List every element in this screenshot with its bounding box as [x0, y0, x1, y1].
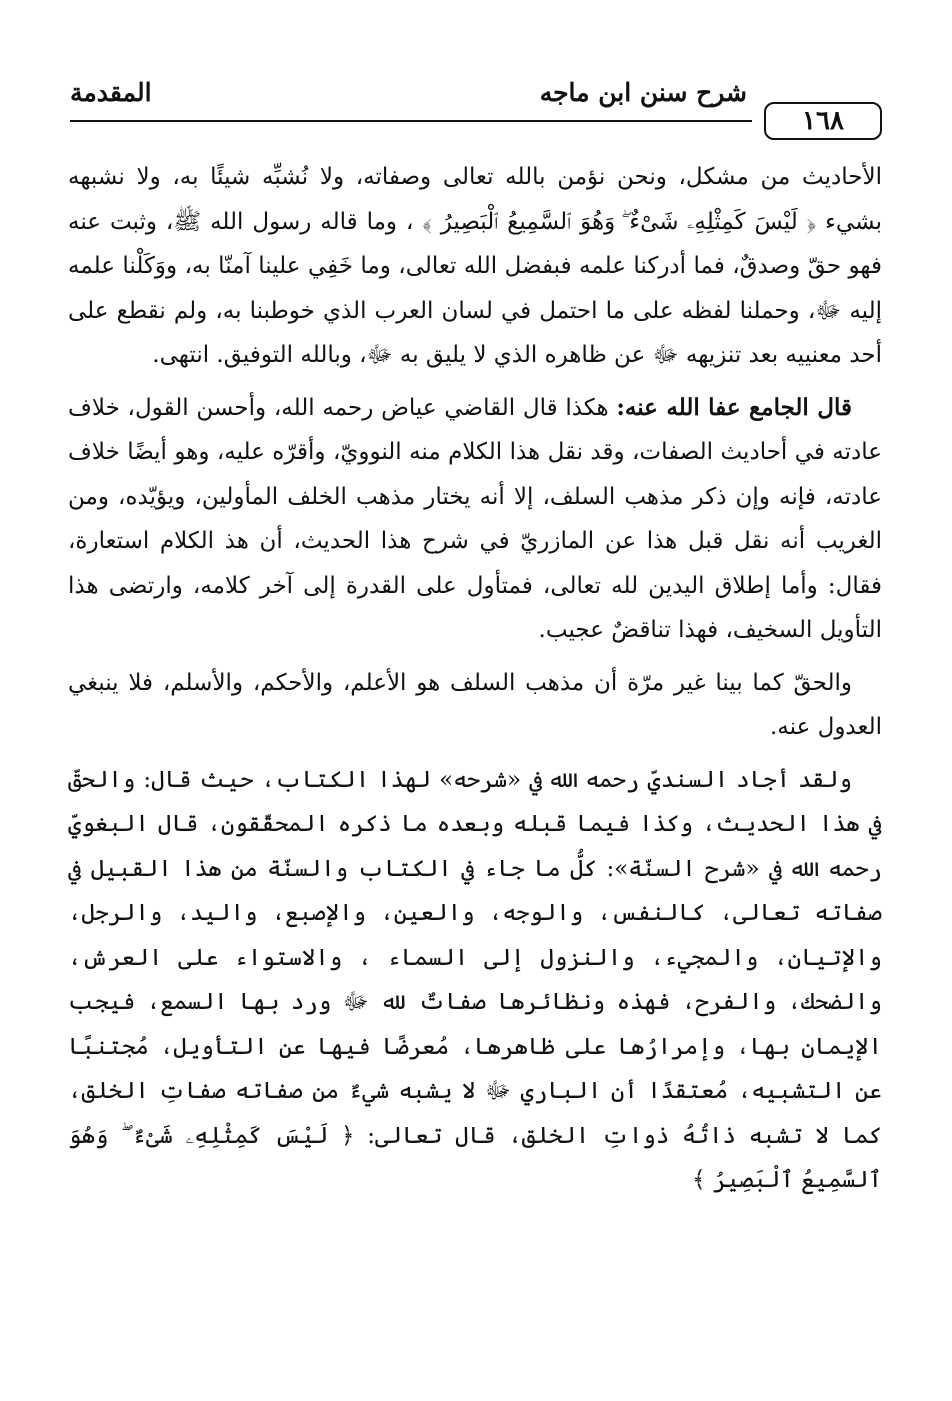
header-rule	[70, 120, 752, 122]
page-number: ١٦٨	[764, 102, 882, 140]
paragraph-lead: قال الجامع عفا الله عنه:	[616, 393, 852, 421]
paragraph-text: ولقد أجاد السنديّ رحمه الله في «شرحه» لهذا الكتاب، حيث قال: والحقّ في هذا الحديث، وكذا فيما قبله وبعده ما ذكره المحقّقون، قال البغويّ رحمه الله في «شرح السنّة»: كلُّ ما جاء في الكتاب والسنّة من هذا القبيل في صفاته تعالى، كالنفس، والوجه، والعين، والإصبع، واليد، والرجل، والإتيان، والمجيء، والنزول إلى السماء ، والاستواء على العرش، والضحك، والفرح، فهذه ونظائرها صفاتٌ لله ﷻ ورد بها السمع، فيجب الإيمان بها، وإمرارُها على ظاهرها، مُعرضًا فيها عن التأويل، مُجتنبًا عن التشبيه، مُعتقدًا أن الباري ﷻ لا يشبه شيءٌ من صفاته صفاتِ الخلق، كما لا تشبه ذاتُهُ ذواتِ الخلق، قال تعالى: ﴿ لَيْسَ كَمِثْلِهِۦ شَىْءٌ ۖ وَهُوَ ٱلسَّمِيعُ ٱلْبَصِيرُ ﴾	[68, 766, 882, 1193]
paragraph-1	[68, 155, 882, 378]
paragraph-4	[68, 758, 882, 1203]
paragraph-text: والحقّ كما بينا غير مرّة أن مذهب السلف هو الأعلم، والأحكم، والأسلم، فلا ينبغي العدول عنه.	[68, 669, 882, 740]
page-body	[68, 155, 882, 1211]
book-title: شرح سنن ابن ماجه	[539, 78, 747, 107]
paragraph-text: الأحاديث من مشكل، ونحن نؤمن بالله تعالى وصفاته، ولا نُشبِّه شيئًا به، ولا نشبهه بشيء ﴿ لَيْسَ كَمِثْلِهِۦ شَىْءٌ ۖ وَهُوَ ٱلسَّمِيعُ ٱلْبَصِيرُ ﴾ ، وما قاله رسول الله ﷺ، وثبت عنه فهو حقّ وصدقٌ، فما أدركنا علمه فبفضل الله تعالى، وما خَفِي علينا آمنّا به، ووَكَلْنا علمه إليه ﷻ، وحملنا لفظه على ما احتمل في لسان العرب الذي خوطبنا به، ولم نقطع على أحد معنييه بعد تنزيهه ﷻ عن ظاهره الذي لا يليق به ﷻ، وبالله التوفيق. انتهى.	[68, 164, 882, 368]
paragraph-3	[68, 661, 882, 750]
paragraph-text: هكذا قال القاضي عياض رحمه الله، وأحسن القول، خلاف عادته في أحاديث الصفات، وقد نقل هذا الكلام منه النوويّ، وأقرّه عليه، وهو أيضًا خلاف عادته، فإنه وإن ذكر مذهب السلف، إلا أنه يختار مذهب الخلف المأولين، ويؤيّده، ومن الغريب أنه نقل قبل هذا عن المازريّ في شرح هذا الحديث، أن هذ الكلام استعارة، فقال: وأما إطلاق اليدين لله تعالى، فمتأول على القدرة إلى آخر كلامه، وارتضى هذا التأويل السخيف، فهذا تناقضٌ عجيب.	[68, 394, 882, 643]
paragraph-2	[68, 386, 882, 653]
section-title: المقدمة	[70, 78, 152, 107]
page-header	[70, 74, 882, 144]
